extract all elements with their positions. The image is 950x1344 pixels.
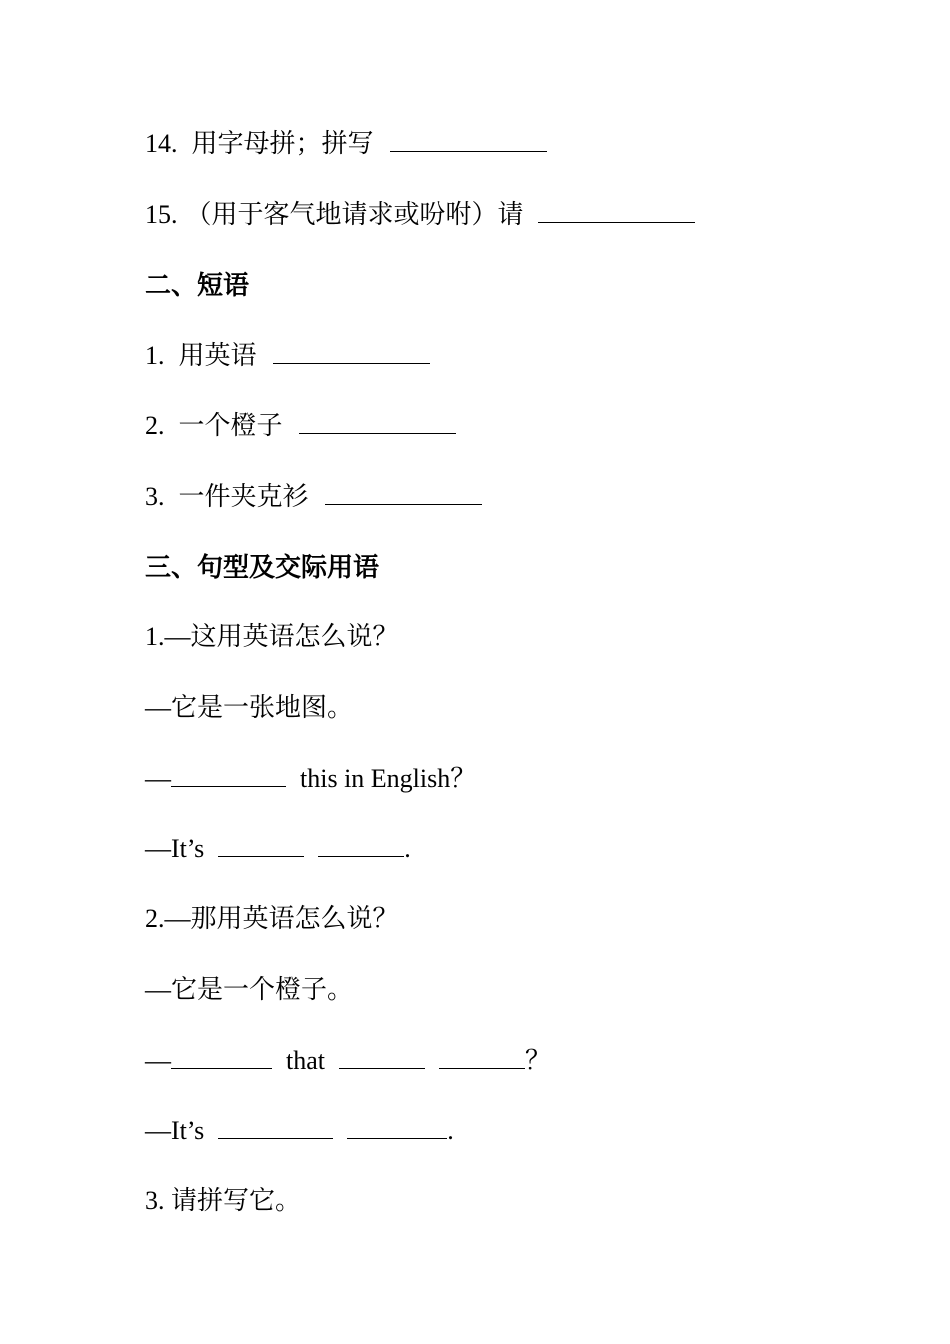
- phrase-item-1: [145, 336, 430, 376]
- q3-prompt: 3. 请拼写它。: [145, 1186, 302, 1215]
- item-number: 3.: [145, 482, 165, 511]
- phrase-item-2: [145, 406, 456, 446]
- q1-answer-cn: —它是一张地图。: [145, 693, 354, 722]
- q1-line1-text: this in English？: [300, 764, 477, 793]
- section-heading-phrases: 二、短语: [145, 271, 250, 300]
- item-number: 2.: [145, 411, 165, 440]
- its-prefix: —It’s: [145, 834, 205, 863]
- q2-that: that: [286, 1046, 325, 1075]
- answer-blank[interactable]: [339, 1044, 425, 1069]
- phrase-item-3: [145, 477, 482, 517]
- answer-blank[interactable]: [325, 480, 482, 505]
- vocab-item-14: [145, 124, 547, 164]
- q2-line2: [145, 1111, 454, 1151]
- its-prefix: —It’s: [145, 1116, 205, 1145]
- answer-blank[interactable]: [171, 1044, 272, 1069]
- item-text: （用于客气地请求或吩咐）请: [185, 200, 524, 229]
- answer-blank[interactable]: [390, 127, 547, 152]
- answer-blank[interactable]: [439, 1044, 525, 1069]
- q1-prompt: 1.—这用英语怎么说？: [145, 622, 399, 651]
- answer-blank[interactable]: [347, 1114, 447, 1139]
- item-text: 用字母拼；拼写: [191, 129, 374, 158]
- period: .: [447, 1116, 454, 1145]
- answer-blank[interactable]: [273, 339, 430, 364]
- q2-answer-cn: —它是一个橙子。: [145, 975, 354, 1004]
- dash: —: [145, 1046, 171, 1075]
- q1-line2: [145, 829, 411, 869]
- answer-blank[interactable]: [318, 832, 404, 857]
- item-text: 用英语: [178, 341, 257, 370]
- item-text: 一件夹克衫: [178, 482, 309, 511]
- item-number: 15.: [145, 200, 178, 229]
- vocab-item-15: [145, 195, 695, 235]
- period: .: [404, 834, 411, 863]
- answer-blank[interactable]: [171, 762, 286, 787]
- q2-line1: [145, 1041, 551, 1081]
- answer-blank[interactable]: [538, 198, 695, 223]
- item-number: 1.: [145, 341, 165, 370]
- question-mark: ？: [525, 1046, 552, 1075]
- dash: —: [145, 764, 171, 793]
- answer-blank[interactable]: [218, 1114, 333, 1139]
- section-heading-sentences: 三、句型及交际用语: [145, 553, 380, 582]
- item-text: 一个橙子: [178, 411, 283, 440]
- answer-blank[interactable]: [299, 409, 456, 434]
- q1-line1: [145, 759, 476, 799]
- item-number: 14.: [145, 129, 178, 158]
- answer-blank[interactable]: [218, 832, 304, 857]
- q2-prompt: 2.—那用英语怎么说？: [145, 904, 399, 933]
